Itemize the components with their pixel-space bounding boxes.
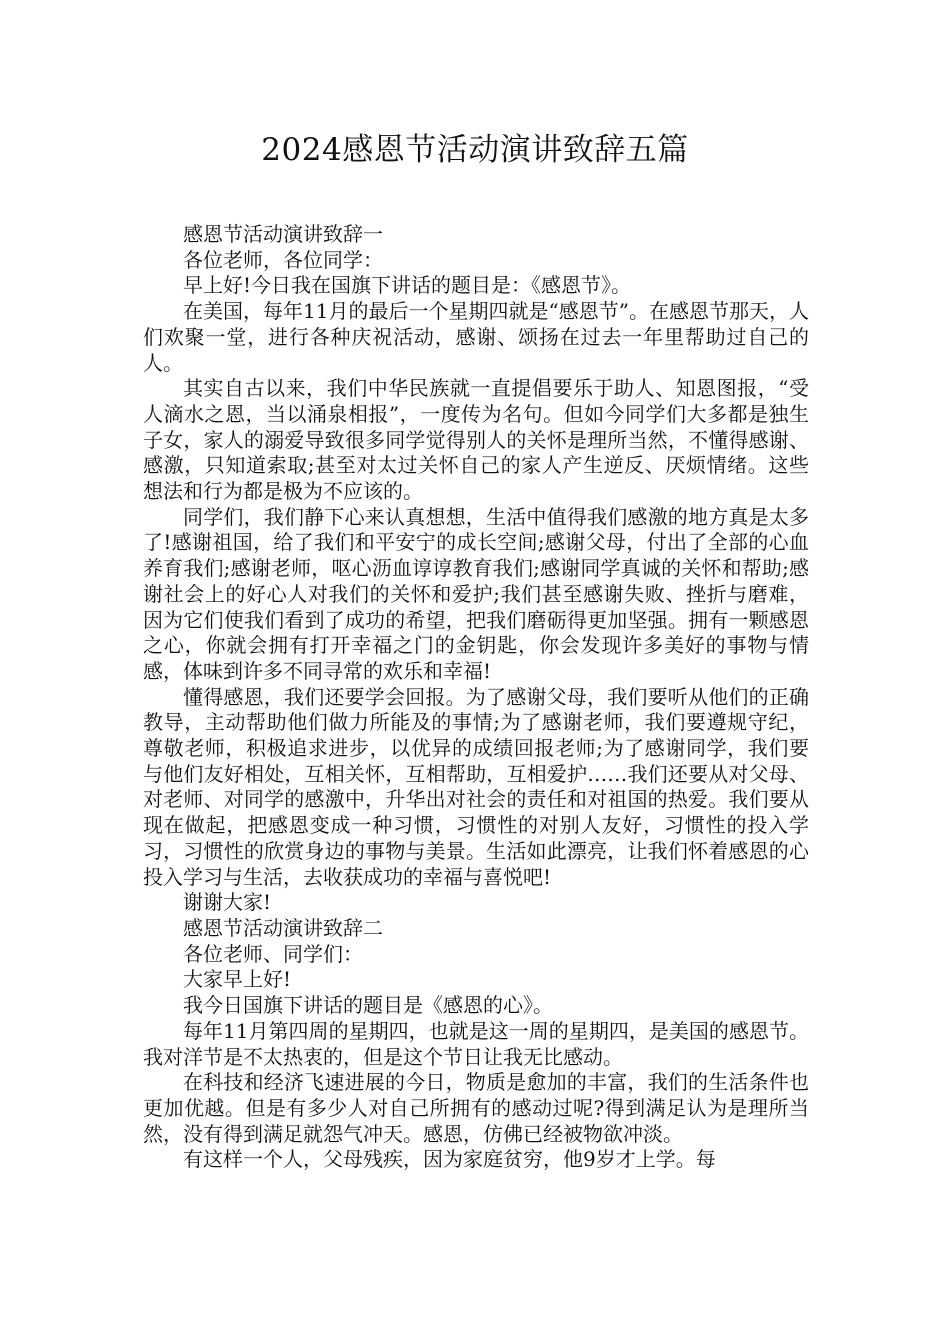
paragraph: 每年11月第四周的星期四，也就是这一周的星期四，是美国的感恩节。我对洋节是不太热衷的，但是这个节日让我无比感动。 xyxy=(143,1018,809,1069)
salutation-2: 各位老师、同学们： xyxy=(183,941,363,966)
paragraph: 懂得感恩，我们还要学会回报。为了感谢父母，我们要听从他们的正确教导，主动帮助他们做力所能及的事情;为了感谢老师，我们要遵规守纪，尊敬老师，积极追求进步，以优异的成绩回报老师;为了感谢同学，我们要与他们友好相处，互相关怀，互相帮助，互相爱护……我们还要从对父母、对老师、对同学的感激中，升华出对社会的责任和对祖国的热爱。我们要从现在做起，把感恩变成一种习惯，习惯性的对别人友好，习惯性的投入学习，习惯性的欣赏身边的事物与美景。生活如此漂亮，让我们怀着感恩的心投入学习与生活，去收获成功的幸福与喜悦吧! xyxy=(143,684,809,889)
section-heading-1: 感恩节活动演讲致辞一 xyxy=(183,222,383,246)
greeting-2: 大家早上好! xyxy=(183,967,292,992)
greeting-1: 早上好!今日我在国旗下讲话的题目是：《感恩节》。 xyxy=(183,273,632,298)
salutation-1: 各位老师，各位同学： xyxy=(183,247,383,272)
section-heading-2: 感恩节活动演讲致辞二 xyxy=(183,915,383,940)
closing-1: 谢谢大家! xyxy=(183,890,272,915)
document-title: 2024感恩节活动演讲致辞五篇 xyxy=(261,132,689,168)
paragraph: 其实自古以来，我们中华民族就一直提倡要乐于助人、知恩图报，“受人滴水之恩，当以涌泉相报”，一度传为名句。但如今同学们大多都是独生子女，家人的溺爱导致很多同学觉得别人的关怀是理所当然，不懂得感谢、感激，只知道索取;甚至对太过关怀自己的家人产生逆反、厌烦情绪。这些想法和行为都是极为不应该的。 xyxy=(143,376,809,504)
paragraph: 在科技和经济飞速进展的今日，物质是愈加的丰富，我们的生活条件也更加优越。但是有多少人对自己所拥有的感动过呢?得到满足认为是理所当然，没有得到满足就怨气冲天。感恩，仿佛已经被物欲冲淡。 xyxy=(143,1070,809,1146)
speech-topic-2: 我今日国旗下讲话的题目是《感恩的心》。 xyxy=(183,993,553,1018)
paragraph: 在美国，每年11月的最后一个星期四就是“感恩节”。在感恩节那天，人们欢聚一堂，进行各种庆祝活动，感谢、颂扬在过去一年里帮助过自己的人。 xyxy=(143,299,809,375)
document-body xyxy=(143,222,809,1173)
paragraph: 有这样一个人，父母残疾，因为家庭贫穷，他9岁才上学。每 xyxy=(183,1147,716,1172)
paragraph: 同学们，我们静下心来认真想想，生活中值得我们感激的地方真是太多了!感谢祖国，给了我们和平安宁的成长空间;感谢父母，付出了全部的心血养育我们;感谢老师，呕心沥血谆谆教育我们;感谢同学真诚的关怀和帮助;感谢社会上的好心人对我们的关怀和爱护;我们甚至感谢失败、挫折与磨难，因为它们使我们看到了成功的希望，把我们磨砺得更加坚强。拥有一颗感恩之心，你就会拥有打开幸福之门的金钥匙，你会发现许多美好的事物与情感，体味到许多不同寻常的欢乐和幸福! xyxy=(143,504,809,683)
